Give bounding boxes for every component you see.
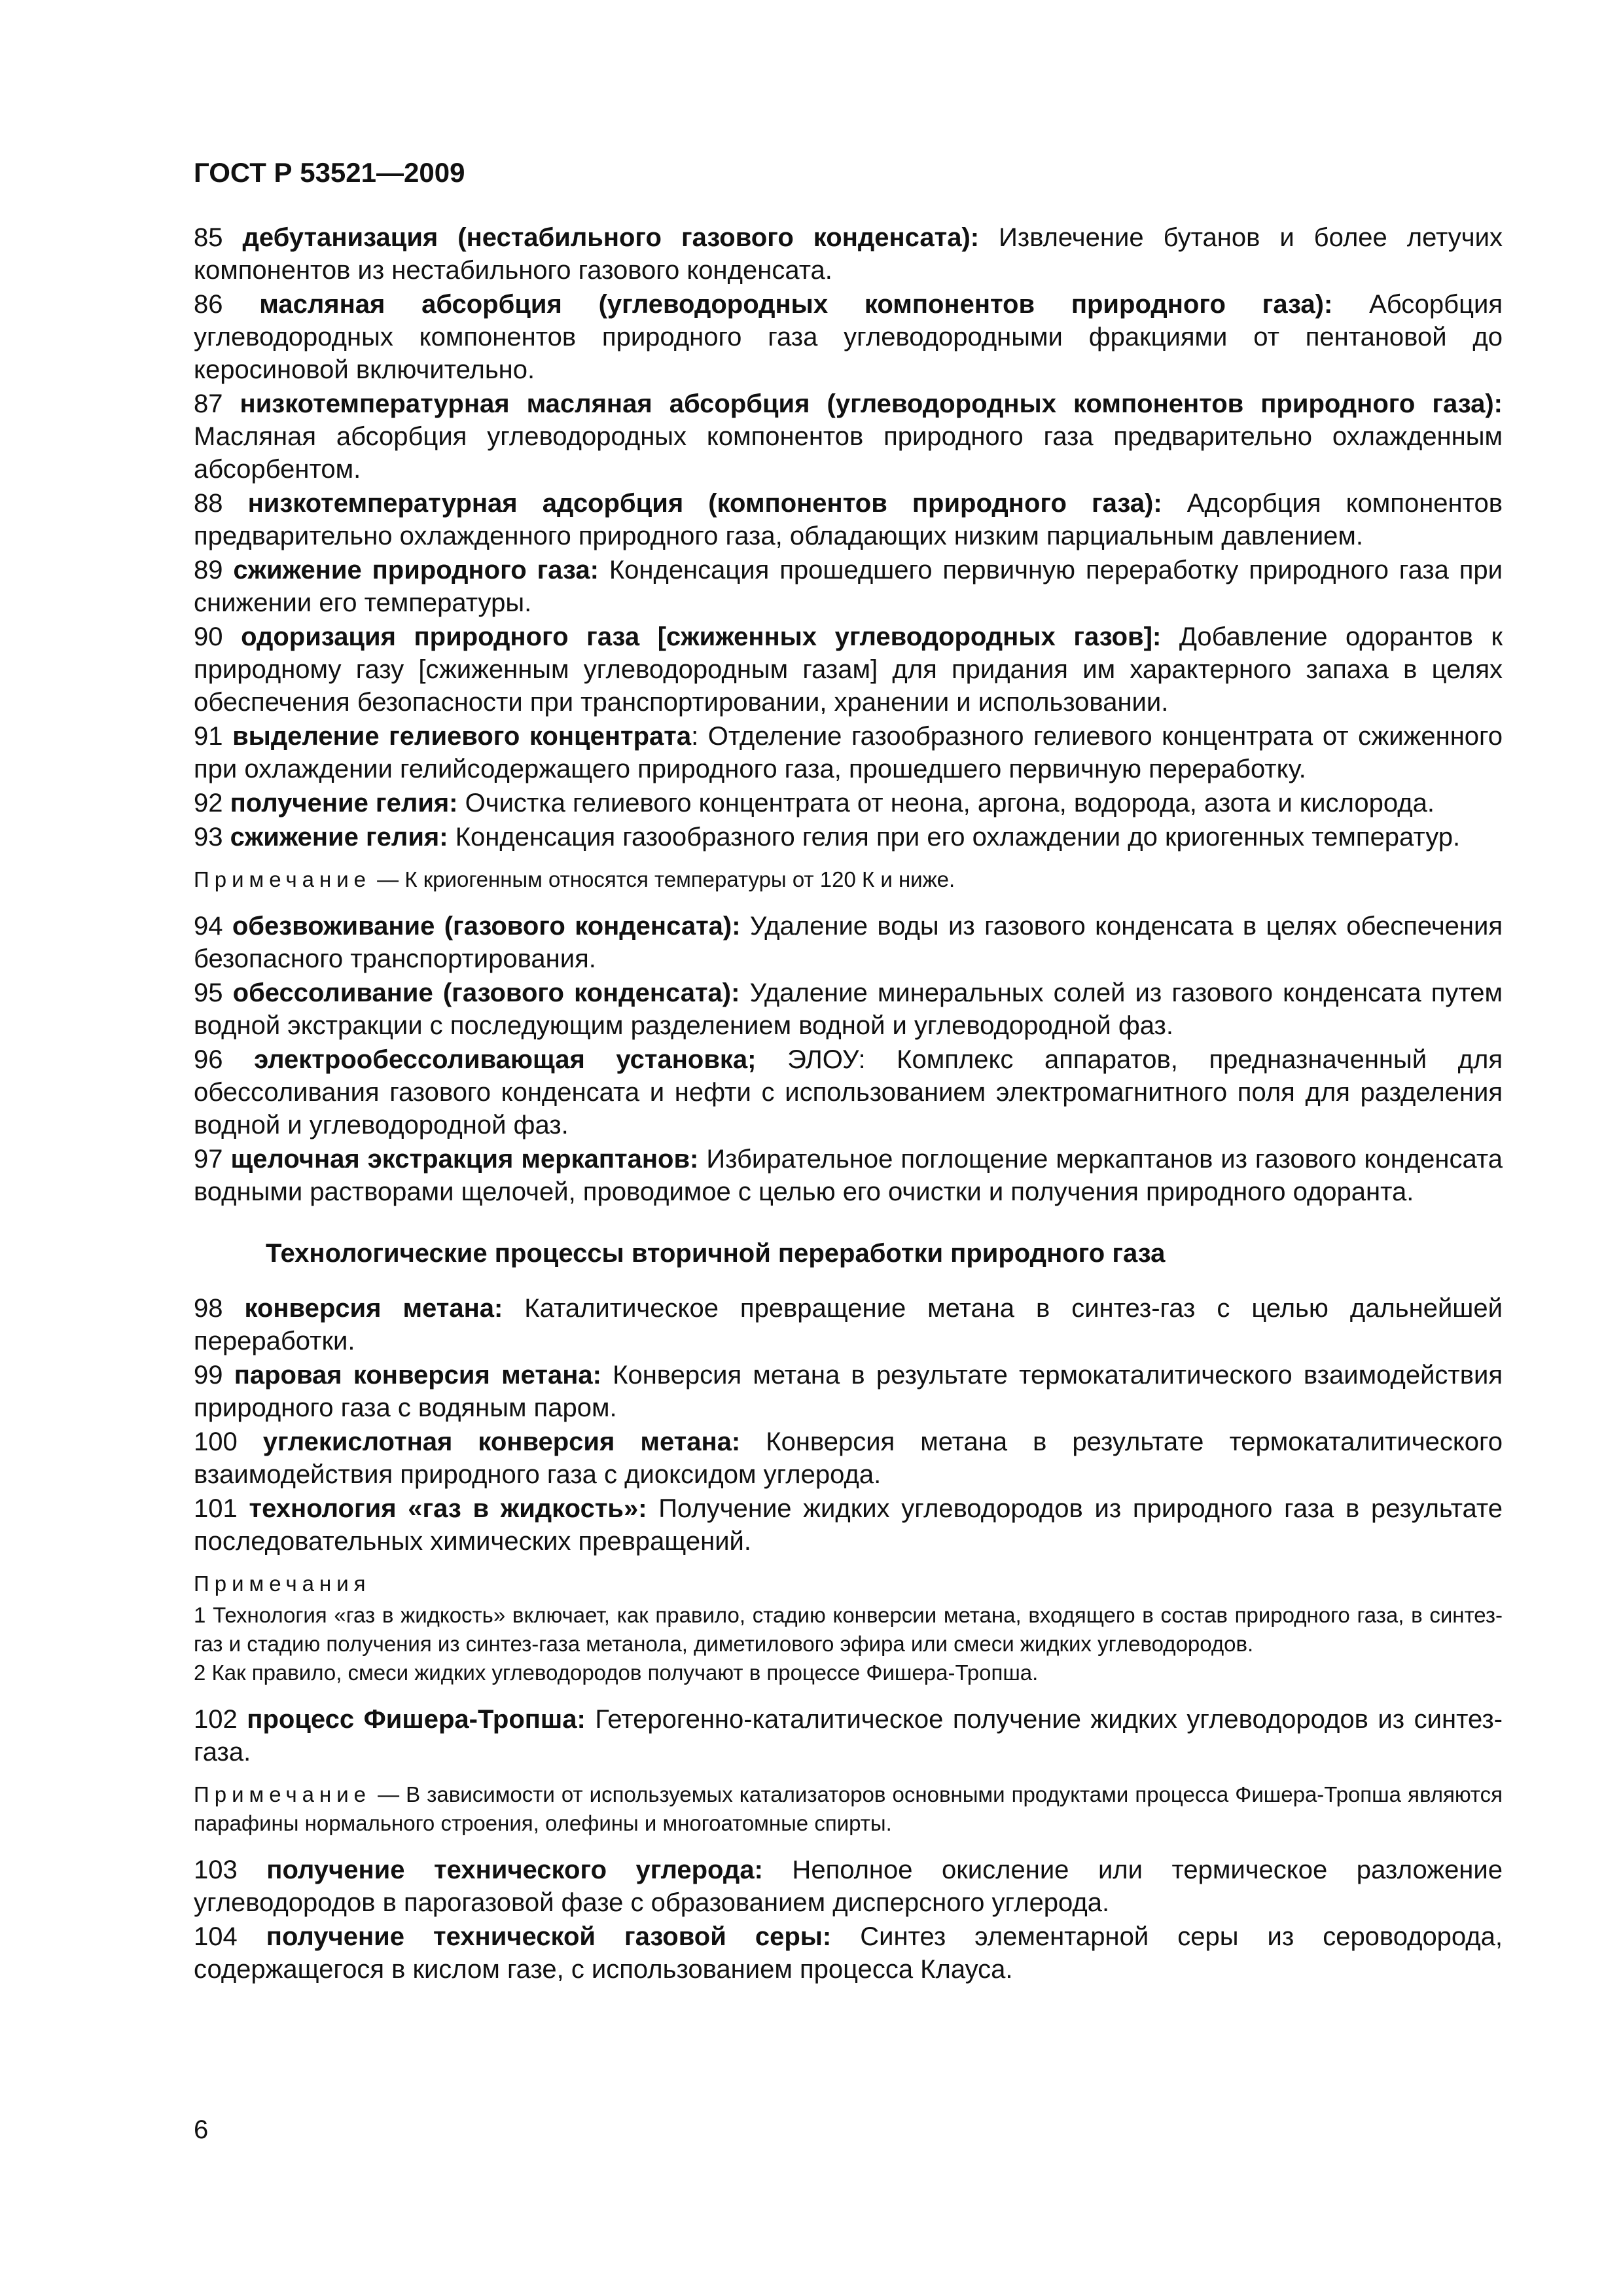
notes-title: Примечания [194, 1571, 371, 1596]
entry-term: углекислотная конверсия метана: [262, 1427, 741, 1456]
entry-number: 87 [194, 389, 223, 418]
entry-term: низкотемпературная адсорбция (компонентов природного газа): [247, 489, 1162, 518]
entry-number: 90 [194, 622, 223, 651]
entry-definition: ЭЛОУ: Комплекс аппаратов, предназначенный для обессоливания газового конденсата и нефти с использованием электромагнитного поля для разделения водной и углеводородной фаз. [194, 1045, 1503, 1139]
entry-number: 94 [194, 912, 223, 941]
entries-group-b [194, 910, 1503, 1208]
entry-definition: Синтез элементарной серы из сероводорода, содержащегося в кислом газе, с использованием процесса Клауса. [194, 1922, 1503, 1984]
term-entry-95 [194, 977, 1503, 1042]
entry-definition: Неполное окисление или термическое разложение углеводородов в парогазовой фазе с образованием дисперсного углерода. [194, 1856, 1503, 1917]
entry-term: сжижение гелия: [230, 823, 448, 852]
term-entry-98 [194, 1292, 1503, 1357]
entry-term: электрообессоливающая установка; [254, 1045, 757, 1074]
entry-definition: Каталитическое превращение метана в синтез-газ с целью дальнейшей переработки. [194, 1294, 1503, 1355]
entry-term: конверсия метана: [244, 1294, 503, 1323]
document-page [194, 154, 1503, 1987]
note-item: 1 Технология «газ в жидкость» включает, как правило, стадию конверсии метана, входящего в состав природного газа, в синтез-газ и стадию получения из синтез-газа метанола, диметилового эфира или смеси жидких углеводородов. [194, 1603, 1503, 1656]
entry-definition: Конденсация прошедшего первичную переработку природного газа при снижении его температуры. [194, 556, 1503, 617]
entry-term: низкотемпературная масляная абсорбция (углеводородных компонентов природного газа): [240, 389, 1503, 418]
note-93 [194, 865, 1503, 894]
term-entry-96 [194, 1043, 1503, 1141]
entry-number: 88 [194, 489, 223, 518]
note-text: — В зависимости от используемых катализаторов основными продуктами процесса Фишера-Тропша являются парафины нормального строения, олефины и многоатомные спирты. [194, 1782, 1503, 1835]
term-entry-93 [194, 821, 1503, 853]
entry-definition: Очистка гелиевого концентрата от неона, аргона, водорода, азота и кислорода. [457, 789, 1435, 817]
entry-number: 85 [194, 223, 223, 252]
entry-term: выделение гелиевого концентрата [232, 722, 692, 751]
entry-term: технология «газ в жидкость»: [249, 1494, 647, 1523]
entry-number: 91 [194, 722, 223, 751]
entries-group-a [194, 221, 1503, 853]
term-entry-85 [194, 221, 1503, 287]
entry-definition: Удаление минеральных солей из газового конденсата путем водной экстракции с последующим разделением водной и углеводородной фаз. [194, 978, 1503, 1040]
entries-group-e [194, 1854, 1503, 1986]
entry-definition: Удаление воды из газового конденсата в целях обеспечения безопасного транспортирования. [194, 912, 1503, 973]
entry-term: щелочная экстракция меркаптанов: [230, 1145, 699, 1174]
notes-101 [194, 1570, 1503, 1687]
entry-number: 103 [194, 1856, 238, 1884]
entries-group-d [194, 1703, 1503, 1768]
term-entry-89 [194, 554, 1503, 619]
entry-number: 96 [194, 1045, 223, 1074]
entry-definition: Адсорбция компонентов предварительно охлажденного природного газа, обладающих низким парциальным давлением. [194, 489, 1503, 550]
term-entry-100 [194, 1426, 1503, 1491]
entry-term: получение технического углерода: [266, 1856, 763, 1884]
term-entry-87 [194, 387, 1503, 486]
entry-term: обессоливание (газового конденсата): [232, 978, 740, 1007]
entry-number: 86 [194, 290, 223, 319]
entry-definition: Добавление одорантов к природному газу [сжиженным углеводородным газам] для придания им характерного запаха в целях обеспечения безопасности при транспортировании, хранении и использовании. [194, 622, 1503, 717]
entry-term: дебутанизация (нестабильного газового конденсата): [242, 223, 980, 252]
entry-definition: Конверсия метана в результате термокаталитического взаимодействия природного газа с диоксидом углерода. [194, 1427, 1503, 1489]
term-entry-102 [194, 1703, 1503, 1768]
term-entry-86 [194, 288, 1503, 386]
entry-number: 98 [194, 1294, 223, 1323]
entry-definition: Конверсия метана в результате термокаталитического взаимодействия природного газа с водяным паром. [194, 1361, 1503, 1422]
note-item: 2 Как правило, смеси жидких углеводородов получают в процессе Фишера-Тропша. [194, 1660, 1039, 1685]
term-entry-94 [194, 910, 1503, 975]
entry-number: 93 [194, 823, 223, 852]
entry-term: сжижение природного газа: [233, 556, 599, 584]
document-header: ГОСТ Р 53521—2009 [194, 157, 465, 188]
entry-definition: Масляная абсорбция углеводородных компонентов природного газа предварительно охлажденным абсорбентом. [194, 422, 1503, 484]
note-lead: Примечание [194, 867, 372, 891]
entry-definition: : Отделение газообразного гелиевого концентрата от сжиженного при охлаждении гелийсодержащего природного газа, прошедшего первичную переработку. [194, 722, 1503, 783]
entry-definition: Избирательное поглощение меркаптанов из газового конденсата водными растворами щелочей, проводимое с целью его очистки и получения природного одоранта. [194, 1145, 1503, 1206]
entry-term: получение технической газовой серы: [266, 1922, 832, 1951]
entry-term: одоризация природного газа [сжиженных углеводородных газов]: [241, 622, 1162, 651]
note-lead: Примечание [194, 1782, 372, 1806]
entry-number: 101 [194, 1494, 238, 1523]
term-entry-99 [194, 1359, 1503, 1424]
entries-group-c [194, 1292, 1503, 1558]
entry-term: обезвоживание (газового конденсата): [232, 912, 741, 941]
entry-definition: Извлечение бутанов и более летучих компонентов из нестабильного газового конденсата. [194, 223, 1503, 285]
entry-number: 104 [194, 1922, 238, 1951]
entry-term: паровая конверсия метана: [234, 1361, 601, 1390]
entry-number: 95 [194, 978, 223, 1007]
note-text: — К криогенным относятся температуры от 120 К и ниже. [371, 867, 955, 891]
term-entry-101 [194, 1492, 1503, 1558]
entry-number: 89 [194, 556, 223, 584]
section-title: Технологические процессы вторичной переработки природного газа [266, 1239, 1166, 1268]
entry-definition: Получение жидких углеводородов из природного газа в результате последовательных химических превращений. [194, 1494, 1503, 1556]
entry-number: 102 [194, 1705, 238, 1734]
entry-definition: Конденсация газообразного гелия при его охлаждении до криогенных температур. [448, 823, 1461, 852]
term-entry-92 [194, 787, 1503, 819]
term-entry-91 [194, 720, 1503, 785]
entry-term: масляная абсорбция (углеводородных компонентов природного газа): [259, 290, 1333, 319]
page-number: 6 [194, 2115, 209, 2144]
entry-term: процесс Фишера-Тропша: [247, 1705, 586, 1734]
term-entry-90 [194, 620, 1503, 719]
entry-number: 100 [194, 1427, 238, 1456]
entry-definition: Гетерогенно-каталитическое получение жидких углеводородов из синтез-газа. [194, 1705, 1503, 1767]
entry-definition: Абсорбция углеводородных компонентов природного газа углеводородными фракциями от пентановой до керосиновой включительно. [194, 290, 1503, 384]
entry-number: 97 [194, 1145, 223, 1174]
term-entry-104 [194, 1920, 1503, 1986]
term-entry-103 [194, 1854, 1503, 1919]
note-102 [194, 1780, 1503, 1838]
term-entry-97 [194, 1143, 1503, 1208]
term-entry-88 [194, 487, 1503, 552]
entry-number: 92 [194, 789, 223, 817]
entry-term: получение гелия: [230, 789, 458, 817]
entry-number: 99 [194, 1361, 223, 1390]
